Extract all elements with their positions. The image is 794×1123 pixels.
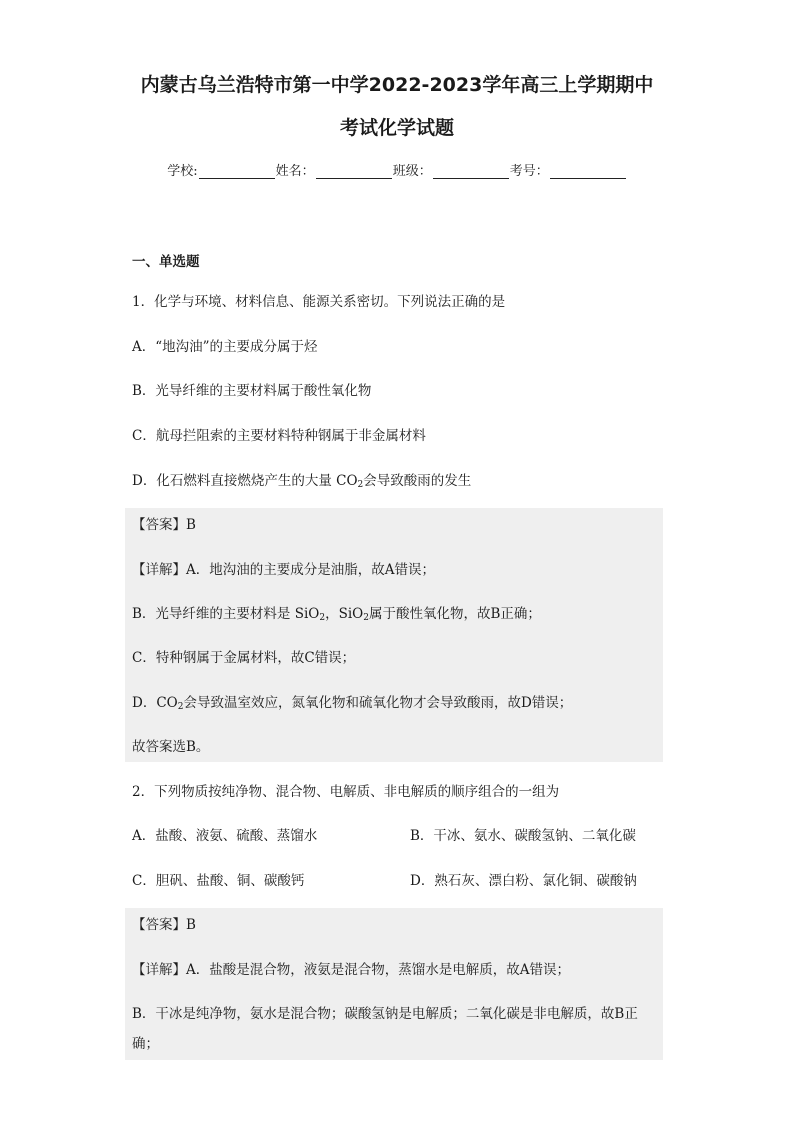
q2-detail-b-line-2: 确； — [132, 1036, 159, 1052]
q2-detail-a: 【详解】A．盐酸是混合物，液氨是混合物，蒸馏水是电解质，故A错误； — [132, 962, 570, 978]
exam-title-line-2: 考试化学试题 — [339, 117, 454, 139]
exam-title-line-1: 内蒙古乌兰浩特市第一中学2022-2023学年高三上学期期中 — [140, 74, 654, 96]
q1-option-a: A．“地沟油”的主要成分属于烃 — [132, 339, 318, 355]
q1-answer-box — [125, 508, 663, 762]
q2-answer-box — [125, 908, 663, 1060]
section-title: 一、单选题 — [132, 254, 200, 270]
q1-option-c: C．航母拦阻索的主要材料特种钢属于非金属材料 — [132, 428, 426, 444]
q1-option-d: D．化石燃料直接燃烧产生的大量 $CO_2$会导致酸雨的发生 — [132, 473, 472, 490]
class-label: 班级： — [392, 164, 432, 179]
q2-option-d: D．熟石灰、漂白粉、氯化铜、碳酸钠 — [410, 873, 637, 889]
q1-stem: 1．化学与环境、材料信息、能源关系密切。下列说法正确的是 — [132, 294, 506, 310]
student-info-row — [0, 160, 794, 179]
q2-option-c: C．胆矾、盐酸、铜、碳酸钙 — [132, 873, 305, 889]
q2-option-a: A．盐酸、液氨、硫酸、蒸馏水 — [132, 828, 318, 844]
number-label: 考号： — [509, 164, 549, 179]
q1-option-b: B．光导纤维的主要材料属于酸性氧化物 — [132, 383, 372, 399]
school-label: 学校: — [167, 164, 198, 179]
q1-detail-d: D．$CO_2$会导致温室效应，氮氧化物和硫氧化物才会导致酸雨，故D错误； — [132, 695, 573, 712]
q2-detail-b-line-1: B．干冰是纯净物，氨水是混合物；碳酸氢钠是电解质；二氧化碳是非电解质，故B正 — [132, 1006, 638, 1022]
name-label: 姓名： — [275, 164, 315, 179]
name-blank[interactable] — [316, 164, 392, 179]
q2-option-b: B．干冰、氨水、碳酸氢钠、二氧化碳 — [410, 828, 636, 844]
number-blank[interactable] — [550, 164, 626, 179]
q1-detail-c: C．特种钢属于金属材料，故C错误； — [132, 650, 356, 666]
q2-stem: 2．下列物质按纯净物、混合物、电解质、非电解质的顺序组合的一组为 — [132, 784, 560, 800]
q1-detail-b: B．光导纤维的主要材料是 SiO$_2$，SiO$_2$属于酸性氧化物，故B正确； — [132, 606, 541, 623]
class-blank[interactable] — [433, 164, 509, 179]
q1-conclusion: 故答案选B。 — [132, 739, 210, 755]
q2-answer: 【答案】B — [132, 917, 196, 933]
q1-detail-a: 【详解】A．地沟油的主要成分是油脂，故A错误； — [132, 562, 435, 578]
q1-answer: 【答案】B — [132, 517, 196, 533]
school-blank[interactable] — [199, 164, 275, 179]
